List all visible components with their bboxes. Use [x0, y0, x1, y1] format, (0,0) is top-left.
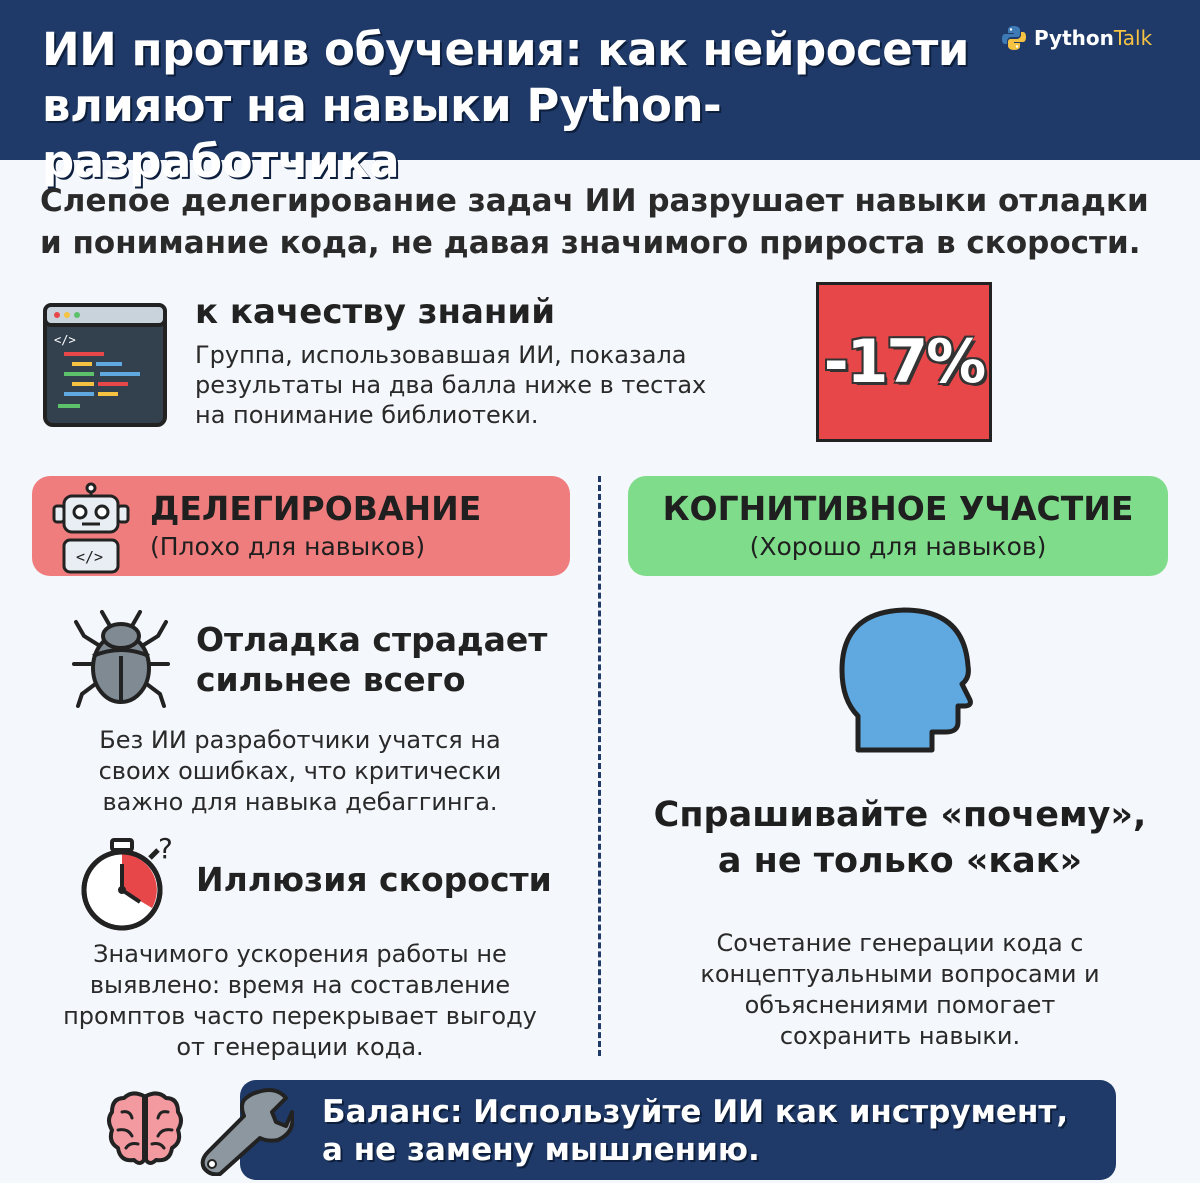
logo-text-talk: Talk	[1113, 26, 1153, 50]
delegation-subtitle: (Плохо для навыков)	[150, 532, 426, 561]
knowledge-line-1: Группа, использовавшая ИИ, показала	[195, 341, 687, 369]
cognitive-line-3: объяснениями помогает	[744, 991, 1056, 1019]
footer-line-1: Баланс: Используйте ИИ как инструмент,	[322, 1094, 1069, 1130]
page-title	[42, 22, 1042, 190]
python-logo-icon	[1000, 24, 1028, 52]
intro-line-1: Слепое делегирование задач ИИ разрушает навыки отладки	[40, 183, 1149, 219]
head-icon	[836, 604, 976, 754]
speed-line-2: выявлено: время на составление	[89, 971, 511, 999]
code-window-icon	[42, 302, 168, 428]
speed-title: Иллюзия скорости	[196, 860, 552, 899]
knowledge-title: к качеству знаний	[195, 292, 556, 332]
debug-title	[196, 620, 547, 700]
speed-line-4: от генерации кода.	[176, 1033, 424, 1061]
cognitive-subtitle: (Хорошо для навыков)	[749, 532, 1047, 561]
debug-title-line-1: Отладка страдает	[196, 620, 548, 659]
intro-text	[40, 180, 1160, 264]
brain-icon	[104, 1088, 186, 1168]
footer-line-2: а не замену мышлению.	[322, 1132, 760, 1168]
svg-text:</>: </>	[76, 548, 104, 566]
knowledge-line-2: результаты на два балла ниже в тестах	[195, 371, 707, 399]
wrench-icon	[196, 1084, 294, 1176]
delegation-title: ДЕЛЕГИРОВАНИЕ	[150, 489, 482, 528]
debug-line-2: своих ошибках, что критически	[98, 757, 502, 785]
intro-line-2: и понимание кода, не давая значимого прироста в скорости.	[40, 225, 1141, 261]
cognitive-line-1: Сочетание генерации кода с	[716, 929, 1084, 957]
bug-icon	[62, 606, 180, 710]
debug-text	[40, 725, 560, 818]
knowledge-line-3: на понимание библиотеки.	[195, 401, 539, 429]
cognitive-title: КОГНИТИВНОЕ УЧАСТИЕ	[662, 489, 1134, 528]
footer-text	[322, 1093, 1112, 1169]
debug-title-line-2: сильнее всего	[196, 660, 466, 699]
speed-line-3: промптов часто перекрывает выгоду	[63, 1002, 537, 1030]
debug-line-1: Без ИИ разработчики учатся на	[99, 726, 501, 754]
cognitive-text	[640, 928, 1160, 1052]
brand-logo	[1000, 24, 1152, 52]
cognitive-line-2: концептуальными вопросами и	[700, 960, 1100, 988]
title-line-1: ИИ против обучения: как нейросети	[42, 23, 969, 76]
stat-value: -17%	[823, 327, 985, 397]
ask-title	[620, 792, 1180, 884]
ask-line-2: а не только «как»	[717, 841, 1083, 881]
svg-text:</>: </>	[54, 333, 76, 347]
knowledge-text	[195, 340, 755, 430]
debug-line-3: важно для навыка дебаггинга.	[102, 788, 498, 816]
logo-text-python: Python	[1034, 26, 1114, 50]
cognitive-line-4: сохранить навыки.	[779, 1022, 1021, 1050]
column-divider	[598, 476, 601, 1056]
speed-text	[30, 939, 570, 1063]
svg-text:?: ?	[158, 832, 173, 865]
title-line-2: влияют на навыки Python-разработчика	[42, 79, 722, 188]
ask-line-1: Спрашивайте «почему»,	[653, 795, 1147, 835]
stopwatch-icon	[76, 832, 180, 932]
stat-box	[816, 282, 992, 442]
speed-line-1: Значимого ускорения работы не	[93, 940, 507, 968]
robot-icon	[50, 482, 132, 574]
